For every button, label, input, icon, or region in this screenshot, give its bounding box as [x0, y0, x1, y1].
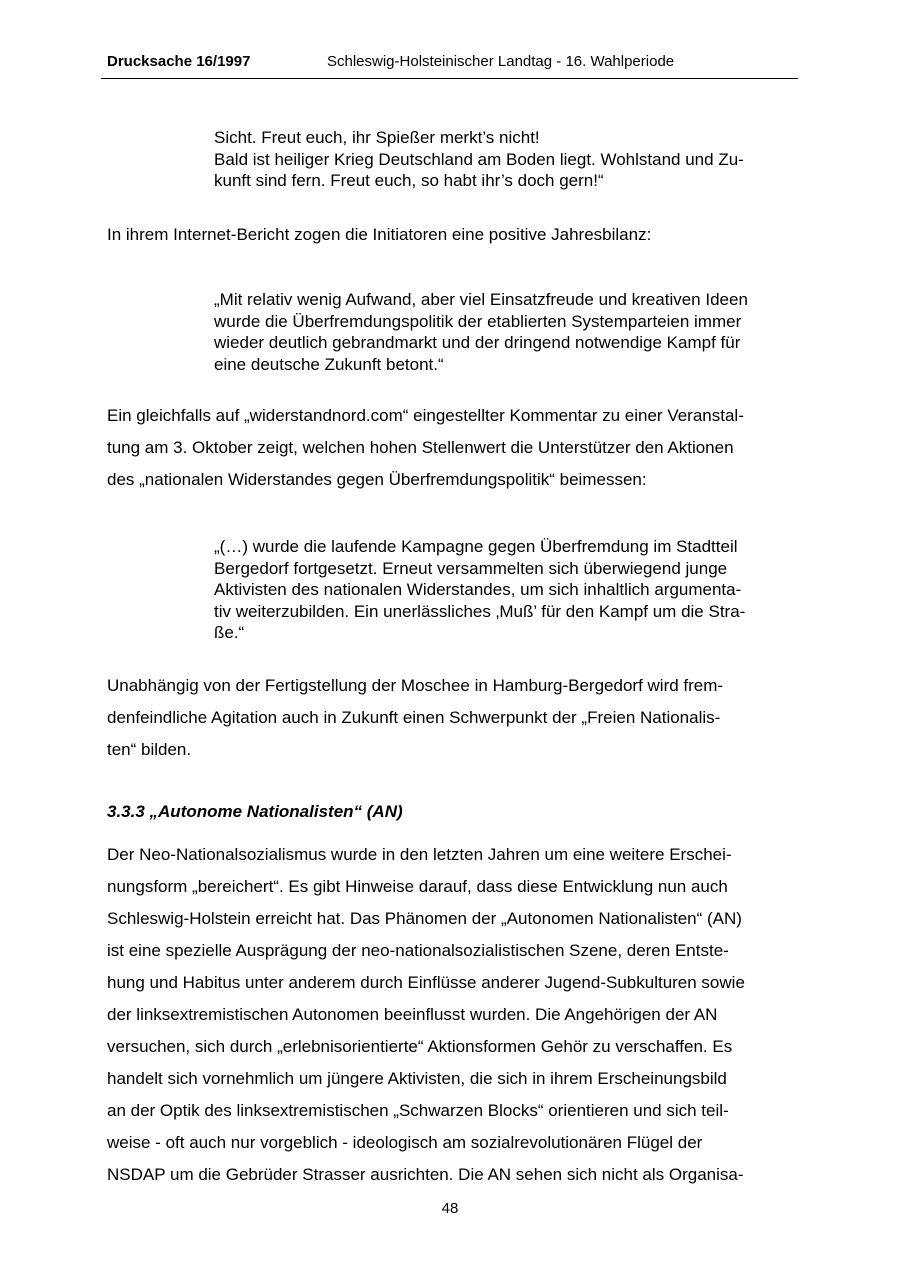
paragraph-line: tung am 3. Oktober zeigt, welchen hohen Stellenwert die Unterstützer den Aktionen	[107, 438, 734, 457]
quote-line: Aktivisten des nationalen Widerstandes, um sich inhaltlich argumenta-	[214, 580, 742, 599]
quote-line: eine deutsche Zukunft betont.“	[214, 354, 444, 374]
paragraph-line: handelt sich vornehmlich um jüngere Aktivisten, die sich in ihrem Erscheinungsbild	[107, 1069, 727, 1088]
quote-2	[214, 289, 794, 375]
paragraph-line: denfeindliche Agitation auch in Zukunft einen Schwerpunkt der „Freien Nationalis-	[107, 708, 721, 727]
paragraph-line: nungsform „bereichert“. Es gibt Hinweise darauf, dass diese Entwicklung nun auch	[107, 877, 728, 896]
quote-line: Bald ist heiliger Krieg Deutschland am Boden liegt. Wohlstand und Zu-	[214, 149, 744, 169]
quote-line: ße.“	[214, 623, 245, 642]
paragraph-line: ten“ bilden.	[107, 740, 192, 759]
page-number: 48	[441, 1200, 459, 1217]
header-title: Schleswig-Holsteinischer Landtag - 16. Wahlperiode	[327, 53, 675, 70]
paragraph-line: hung und Habitus unter anderem durch Einflüsse anderer Jugend-Subkulturen sowie	[107, 973, 745, 992]
quote-top	[214, 127, 794, 192]
section-heading: 3.3.3 „Autonome Nationalisten“ (AN)	[107, 802, 403, 821]
quote-line: „Mit relativ wenig Aufwand, aber viel Einsatzfreude und kreativen Ideen	[214, 290, 748, 309]
quote-line: „(…) wurde die laufende Kampagne gegen Überfremdung im Stadtteil	[214, 537, 738, 556]
page-header	[101, 52, 798, 79]
paragraph-line: ist eine spezielle Ausprägung der neo-nationalsozialistischen Szene, deren Entste-	[107, 941, 729, 960]
paragraph-line: der linksextremistischen Autonomen beeinflusst wurden. Die Angehörigen der AN	[107, 1005, 718, 1024]
doc-number: Drucksache 16/1997	[107, 53, 251, 70]
quote-line: Sicht. Freut euch, ihr Spießer merkt’s nicht!	[214, 128, 540, 147]
paragraph-line: Schleswig-Holstein erreicht hat. Das Phänomen der „Autonomen Nationalisten“ (AN)	[107, 909, 742, 928]
paragraph-line: Ein gleichfalls auf „widerstandnord.com“ eingestellter Kommentar zu einer Veranstal-	[107, 406, 744, 425]
quote-line: tiv weiterzubilden. Ein unerlässliches ‚Muß’ für den Kampf um die Stra-	[214, 601, 746, 621]
paragraph-line: NSDAP um die Gebrüder Strasser ausrichten. Die AN sehen sich nicht als Organisa-	[107, 1165, 744, 1184]
paragraph-line: des „nationalen Widerstandes gegen Überfremdungspolitik“ beimessen:	[107, 470, 647, 489]
paragraph-line: Unabhängig von der Fertigstellung der Moschee in Hamburg-Bergedorf wird frem-	[107, 676, 724, 695]
paragraph-moschee	[107, 670, 797, 766]
quote-line: kunft sind fern. Freut euch, so habt ihr’s doch gern!“	[214, 171, 604, 190]
quote-line: wurde die Überfremdungspolitik der etablierten Systemparteien immer	[214, 311, 742, 331]
quote-3	[214, 536, 794, 644]
paragraph-line: an der Optik des linksextremistischen „Schwarzen Blocks“ orientieren und sich teil-	[107, 1101, 729, 1120]
paragraph-line: In ihrem Internet-Bericht zogen die Initiatoren eine positive Jahresbilanz:	[107, 225, 652, 244]
paragraph-line: weise - oft auch nur vorgeblich - ideologisch am sozialrevolutionären Flügel der	[107, 1133, 703, 1152]
quote-line: wieder deutlich gebrandmarkt und der dringend notwendige Kampf für	[214, 333, 741, 352]
quote-line: Bergedorf fortgesetzt. Erneut versammelten sich überwiegend junge	[214, 558, 728, 578]
paragraph-autonome	[107, 839, 797, 1191]
paragraph-line: versuchen, sich durch „erlebnisorientierte“ Aktionsformen Gehör zu verschaffen. Es	[107, 1037, 733, 1056]
paragraph-kommentar	[107, 400, 797, 496]
paragraph-internet	[107, 224, 797, 246]
paragraph-line: Der Neo-Nationalsozialismus wurde in den letzten Jahren um eine weitere Erschei-	[107, 845, 732, 864]
